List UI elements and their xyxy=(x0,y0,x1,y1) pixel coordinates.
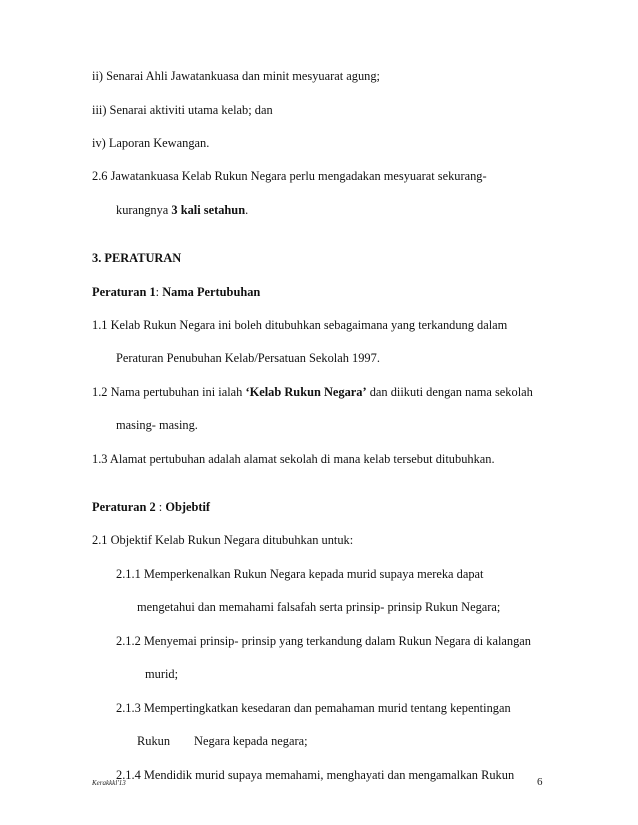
list-item-iv: iv) Laporan Kewangan. xyxy=(92,136,210,150)
bold-text: ‘Kelab Rukun Negara’ xyxy=(245,385,367,399)
bold-text: Peraturan 1 xyxy=(92,285,156,299)
clause-2-1-1-continued: mengetahui dan memahami falsafah serta prinsip- prinsip Rukun Negara; xyxy=(137,600,501,614)
clause-1-2-continued: masing- masing. xyxy=(116,418,198,432)
text-run: : xyxy=(155,500,166,514)
text-run: : xyxy=(155,285,163,299)
clause-2-1: 2.1 Objektif Kelab Rukun Negara ditubuhkan untuk: xyxy=(92,533,354,547)
text-run: Rukun xyxy=(137,734,171,748)
clause-2-1-2-continued: murid; xyxy=(145,667,179,681)
clause-2-1-4: 2.1.4 Mendidik murid supaya memahami, menghayati dan mengamalkan Rukun xyxy=(116,768,515,782)
footer-label: Kerakkkl'13 xyxy=(92,779,126,787)
text-run: Negara kepada negara; xyxy=(194,734,308,748)
clause-1-3: 1.3 Alamat pertubuhan adalah alamat sekolah di mana kelab tersebut ditubuhkan. xyxy=(92,452,495,466)
text-run: dan diikuti dengan nama sekolah xyxy=(366,385,533,399)
clause-2-6: 2.6 Jawatankuasa Kelab Rukun Negara perlu mengadakan mesyuarat sekurang- xyxy=(92,169,487,183)
bold-text: Objebtif xyxy=(165,500,211,514)
clause-2-6-continued xyxy=(116,202,248,218)
bold-text: Peraturan 2 xyxy=(92,500,156,514)
clause-2-1-2: 2.1.2 Menyemai prinsip- prinsip yang terkandung dalam Rukun Negara di kalangan xyxy=(116,634,531,648)
rule-2-heading xyxy=(92,499,210,515)
section-heading-peraturan: 3. PERATURAN xyxy=(92,251,182,265)
clause-2-1-1: 2.1.1 Memperkenalkan Rukun Negara kepada murid supaya mereka dapat xyxy=(116,567,484,581)
rule-1-heading xyxy=(92,284,260,300)
page-number: 6 xyxy=(537,776,543,788)
clause-2-1-3: 2.1.3 Mempertingkatkan kesedaran dan pemahaman murid tentang kepentingan xyxy=(116,701,511,715)
bold-text: 3 kali setahun xyxy=(171,203,246,217)
bold-text: Nama Pertubuhan xyxy=(162,285,261,299)
clause-2-1-3-continued xyxy=(137,733,308,749)
clause-1-1-continued: Peraturan Penubuhan Kelab/Persatuan Sekolah 1997. xyxy=(116,351,380,365)
text-run: kurangnya xyxy=(116,203,172,217)
clause-1-2 xyxy=(92,384,533,400)
clause-1-1: 1.1 Kelab Rukun Negara ini boleh ditubuhkan sebagaimana yang terkandung dalam xyxy=(92,318,508,332)
list-item-ii: ii) Senarai Ahli Jawatankuasa dan minit mesyuarat agung; xyxy=(92,69,381,83)
text-run: . xyxy=(245,203,249,217)
list-item-iii: iii) Senarai aktiviti utama kelab; dan xyxy=(92,103,273,117)
text-run: 1.2 Nama pertubuhan ini ialah xyxy=(92,385,246,399)
